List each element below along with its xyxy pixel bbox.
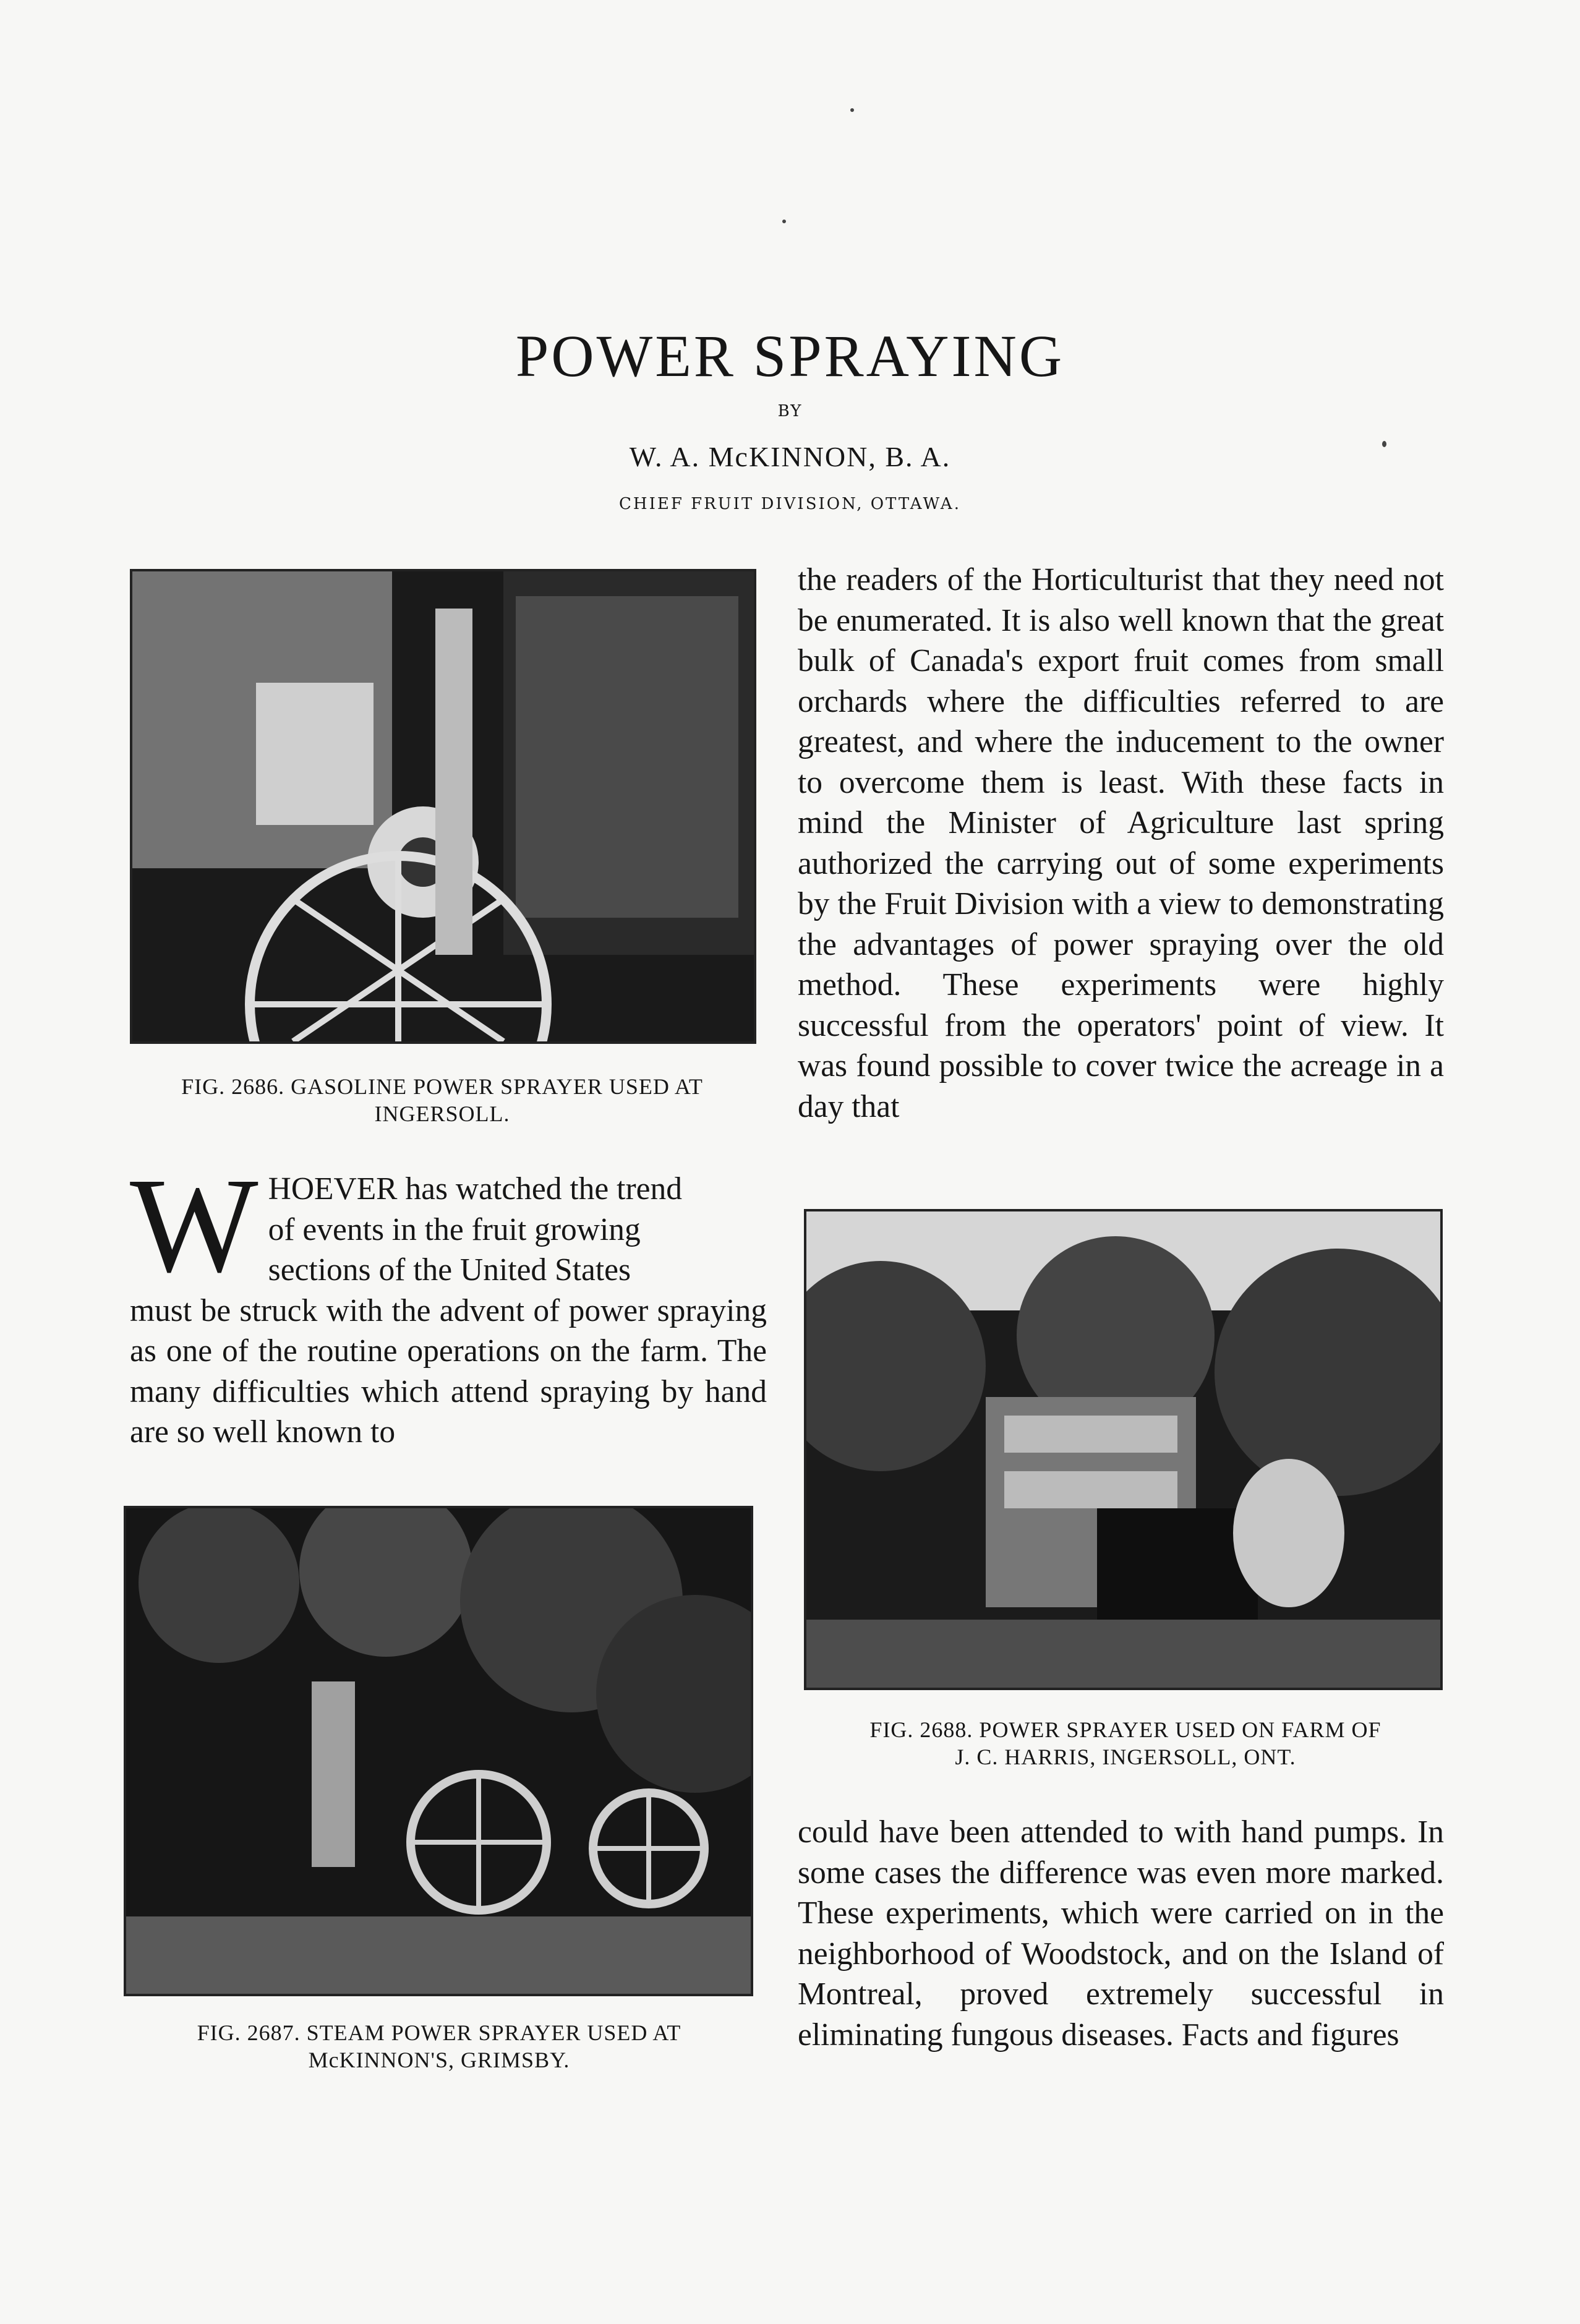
left-column-text <box>130 1150 767 1453</box>
drop-cap: W <box>130 1150 258 1301</box>
scan-speck <box>850 108 854 112</box>
left-column-paragraph: must be struck with the advent of power spraying as one of the routine operations on the farm. The many difficulties which attend spraying by hand are so well known to <box>130 1292 767 1450</box>
figure-2687-photo <box>124 1506 753 1996</box>
figure-2687-caption <box>121 2019 758 2074</box>
intro-line-2: of events in the fruit growing <box>268 1211 641 1247</box>
figure-2686-caption <box>124 1073 761 1127</box>
figure-2688-caption <box>804 1716 1447 1771</box>
figure-2686-photo <box>130 569 756 1044</box>
author-affiliation: CHIEF FRUIT DIVISION, OTTAWA. <box>619 495 961 513</box>
figure-2687-caption-line2: McKINNON'S, GRIMSBY. <box>308 2048 570 2072</box>
figure-2687-caption-line1: FIG. 2687. STEAM POWER SPRAYER USED AT <box>197 2020 681 2045</box>
scan-speck <box>782 220 786 223</box>
article-title: POWER SPRAYING <box>515 323 1065 389</box>
right-column-top-text: the readers of the Horticulturist that they need not be enumerated. It is also well known that the great bulk of Canada's export fruit comes from small orchards where the difficulties referred to are greatest, and where the inducement to the owner to overcome them is least. With these facts in mind the Minister of Agriculture last spring authorized the carrying out of some experiments by the Fruit Division with a view to demonstrating the advantages of power spraying over the old method. These experiments were highly successful from the operators' point of view. It was found possible to cover twice the acreage in a day that <box>798 562 1444 1124</box>
figure-2688-caption-line2: J. C. HARRIS, INGERSOLL, ONT. <box>955 1745 1296 1769</box>
byline-label: BY <box>777 402 803 421</box>
figure-2688-photo <box>804 1209 1443 1690</box>
scan-speck <box>1382 441 1386 447</box>
intro-line-3: sections of the United States <box>268 1252 631 1288</box>
figure-2686-caption-line1: FIG. 2686. GASOLINE POWER SPRAYER USED AT <box>181 1074 703 1099</box>
figure-2686-caption-line2: INGERSOLL. <box>374 1101 510 1126</box>
right-column-bottom-text: could have been attended to with hand pumps. In some cases the difference was even more marked. These experiments, which were carried on in the neighborhood of Woodstock, and on the Island of Montreal, proved extremely successful in eliminating fungous diseases. Facts and figures <box>798 1814 1444 2053</box>
figure-2688-caption-line1: FIG. 2688. POWER SPRAYER USED ON FARM OF <box>869 1717 1381 1742</box>
intro-line-1: HOEVER has watched the trend <box>268 1171 682 1207</box>
author-name: W. A. McKINNON, B. A. <box>629 441 951 472</box>
